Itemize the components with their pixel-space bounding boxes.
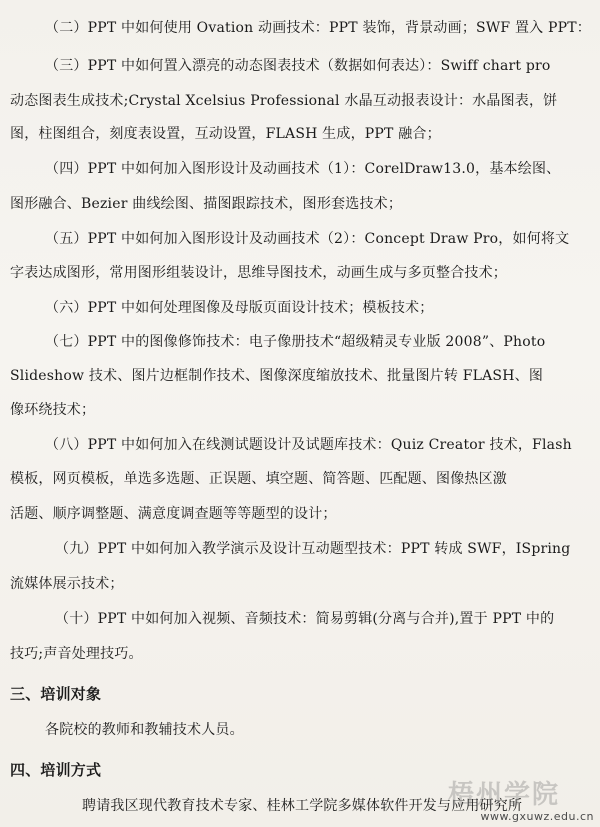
section-body-training-target: 各院校的教师和教辅技术人员。 [45,722,244,738]
paragraph-line: （七）PPT 中的图像修饰技术：电子像册技术“超级精灵专业版 2008”、Photo [45,334,546,350]
paragraph-line: 活题、顺序调整题、满意度调查题等等题型的设计； [10,506,337,522]
paragraph-line: 图，柱图组合，刻度表设置，互动设置，FLASH 生成，PPT 融合； [10,126,441,142]
watermark-logo: 梧州学院 [447,780,560,810]
paragraph-line: （二）PPT 中如何使用 Ovation 动画技术：PPT 装饰，背景动画；SWF 置入 PPT： [45,20,592,36]
watermark-site-url: www.gxuwz.edu.cn [480,810,594,823]
paragraph-line: （九）PPT 中如何加入教学演示及设计互动题型技术：PPT 转成 SWF，ISpring [55,541,571,557]
paragraph-line: （四）PPT 中如何加入图形设计及动画技术（1）：CorelDraw13.0，基本绘图、 [45,161,561,177]
section-heading-training-method: 四、培训方式 [10,761,102,779]
section-heading-training-target: 三、培训对象 [10,685,102,703]
paragraph-line: 图形融合、Bezier 曲线绘图、描图跟踪技术，图形套选技术； [10,196,403,212]
section-body-training-method: 聘请我区现代教育技术专家、桂林工学院多媒体软件开发与应用研究所 [82,798,523,814]
paragraph-line: 像环绕技术； [10,402,96,418]
paragraph-line: Slideshow 技术、图片边框制作技术、图像深度缩放技术、批量图片转 FLASH、图 [10,368,544,384]
paragraph-line: （三）PPT 中如何置入漂亮的动态图表技术（数据如何表达）：Swiff chart pro [45,58,551,74]
paragraph-line: 流媒体展示技术； [10,576,124,592]
paragraph-line: （十）PPT 中如何加入视频、音频技术：简易剪辑(分离与合并),置于 PPT 中的 [55,611,555,627]
paragraph-line: （六）PPT 中如何处理图像及母版页面设计技术；模板技术； [45,300,434,316]
paragraph-line: 动态图表生成技术;Crystal Xcelsius Professional 水晶互动报表设计：水晶图表，饼 [10,93,558,109]
paragraph-line: 模板，网页模板，单选多选题、正误题、填空题、简答题、匹配题、图像热区激 [10,471,507,487]
paragraph-line: （八）PPT 中如何加入在线测试题设计及试题库技术：Quiz Creator 技术，Flash [45,437,572,453]
paragraph-line: 字表达成图形，常用图形组装设计，思维导图技术，动画生成与多页整合技术； [10,265,507,281]
paragraph-line: 技巧;声音处理技巧。 [10,646,143,662]
paragraph-line: （五）PPT 中如何加入图形设计及动画技术（2）：Concept Draw Pro，如何将文 [45,231,570,247]
